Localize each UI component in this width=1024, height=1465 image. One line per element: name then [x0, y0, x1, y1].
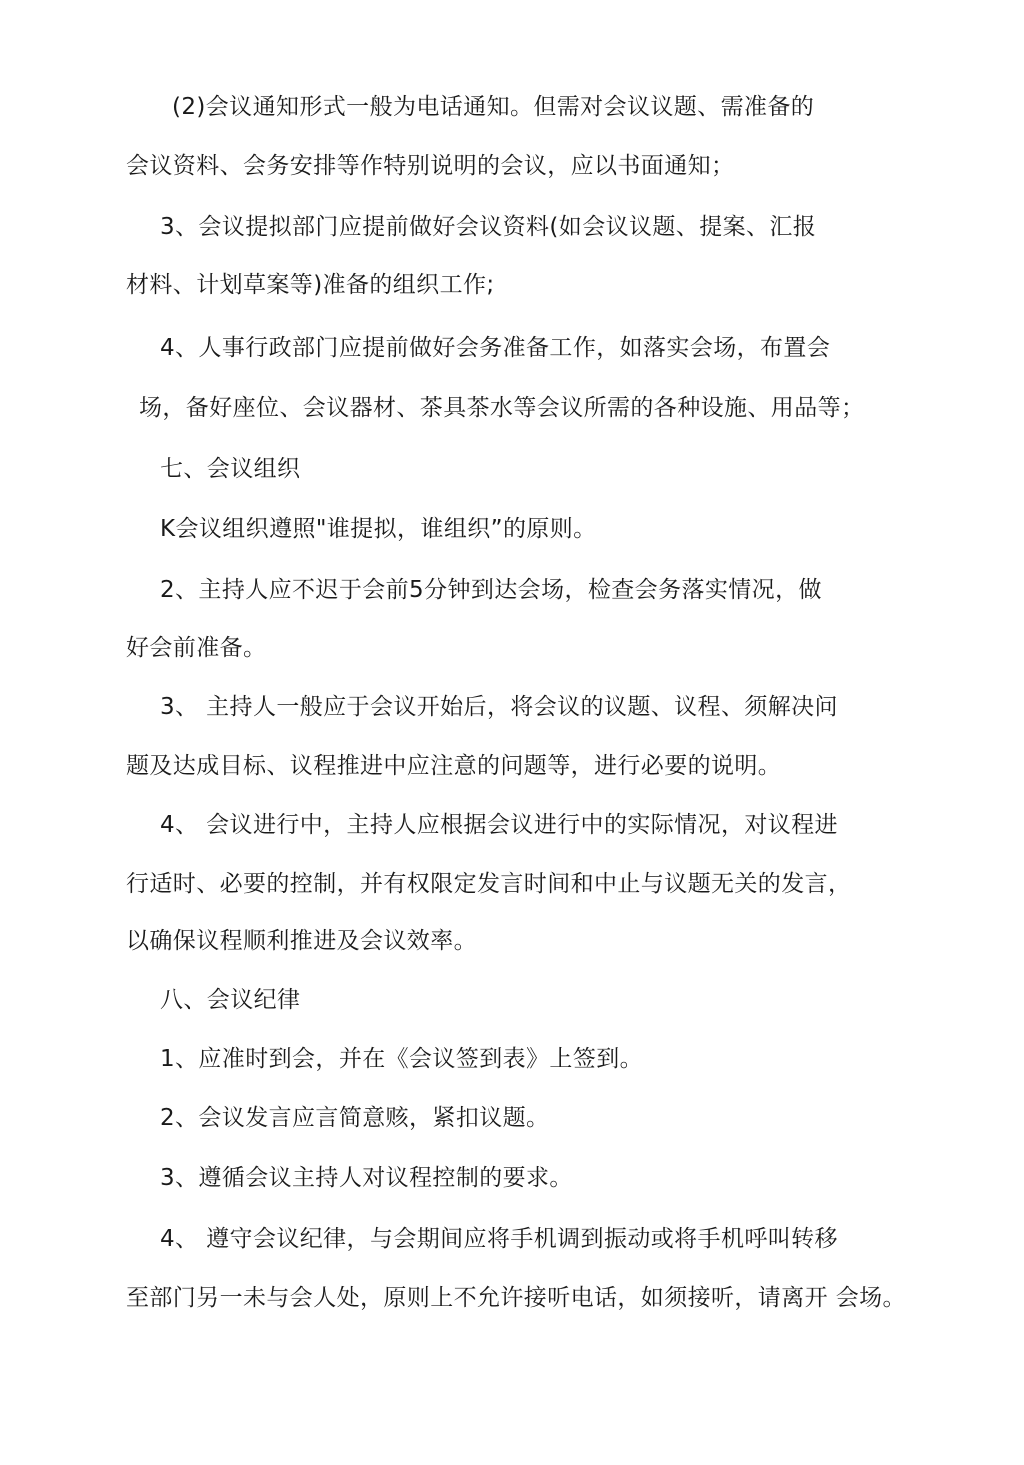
text-line: K会议组织遵照"谁提拟，谁组织”的原则。: [160, 516, 597, 542]
text-line: 4、 遵守会议纪律，与会期间应将手机调到振动或将手机呼叫转移: [160, 1226, 838, 1252]
text-line: 场，备好座位、会议器材、茶具茶水等会议所需的各种设施、用品等；: [139, 395, 865, 421]
section-heading: 八、会议纪律: [160, 987, 301, 1013]
text-line: 好会前准备。: [126, 635, 267, 661]
text-line: 3、 主持人一般应于会议开始后，将会议的议题、议程、须解决问: [160, 694, 838, 720]
text-line: 会议资料、会务安排等作特别说明的会议，应以书面通知；: [126, 153, 735, 179]
section-heading: 七、会议组织: [160, 456, 301, 482]
text-line: 4、人事行政部门应提前做好会务准备工作，如落实会场，布置会: [160, 335, 831, 361]
text-line: 行适时、必要的控制，并有权限定发言时间和中止与议题无关的发言，: [126, 871, 852, 897]
text-line: (2)会议通知形式一般为电话通知。但需对会议议题、需准备的: [172, 94, 815, 120]
text-line: 至部门另一未与会人处，原则上不允许接听电话，如须接听，请离开 会场。: [126, 1285, 906, 1311]
text-line: 题及达成目标、议程推进中应注意的问题等，进行必要的说明。: [126, 753, 782, 779]
text-line: 3、会议提拟部门应提前做好会议资料(如会议议题、提案、汇报: [160, 214, 817, 240]
text-line: 1、应准时到会，并在《会议签到表》上签到。: [160, 1046, 644, 1072]
text-line: 3、遵循会议主持人对议程控制的要求。: [160, 1165, 573, 1191]
text-line: 以确保议程顺利推进及会议效率。: [126, 928, 477, 954]
text-line: 材料、计划草案等)准备的组织工作;: [126, 272, 495, 298]
text-line: 2、会议发言应言简意赅，紧扣议题。: [160, 1105, 550, 1131]
text-line: 4、 会议进行中，主持人应根据会议进行中的实际情况，对议程进: [160, 812, 838, 838]
text-line: 2、主持人应不迟于会前5分钟到达会场，检查会务落实情况，做: [160, 577, 822, 603]
